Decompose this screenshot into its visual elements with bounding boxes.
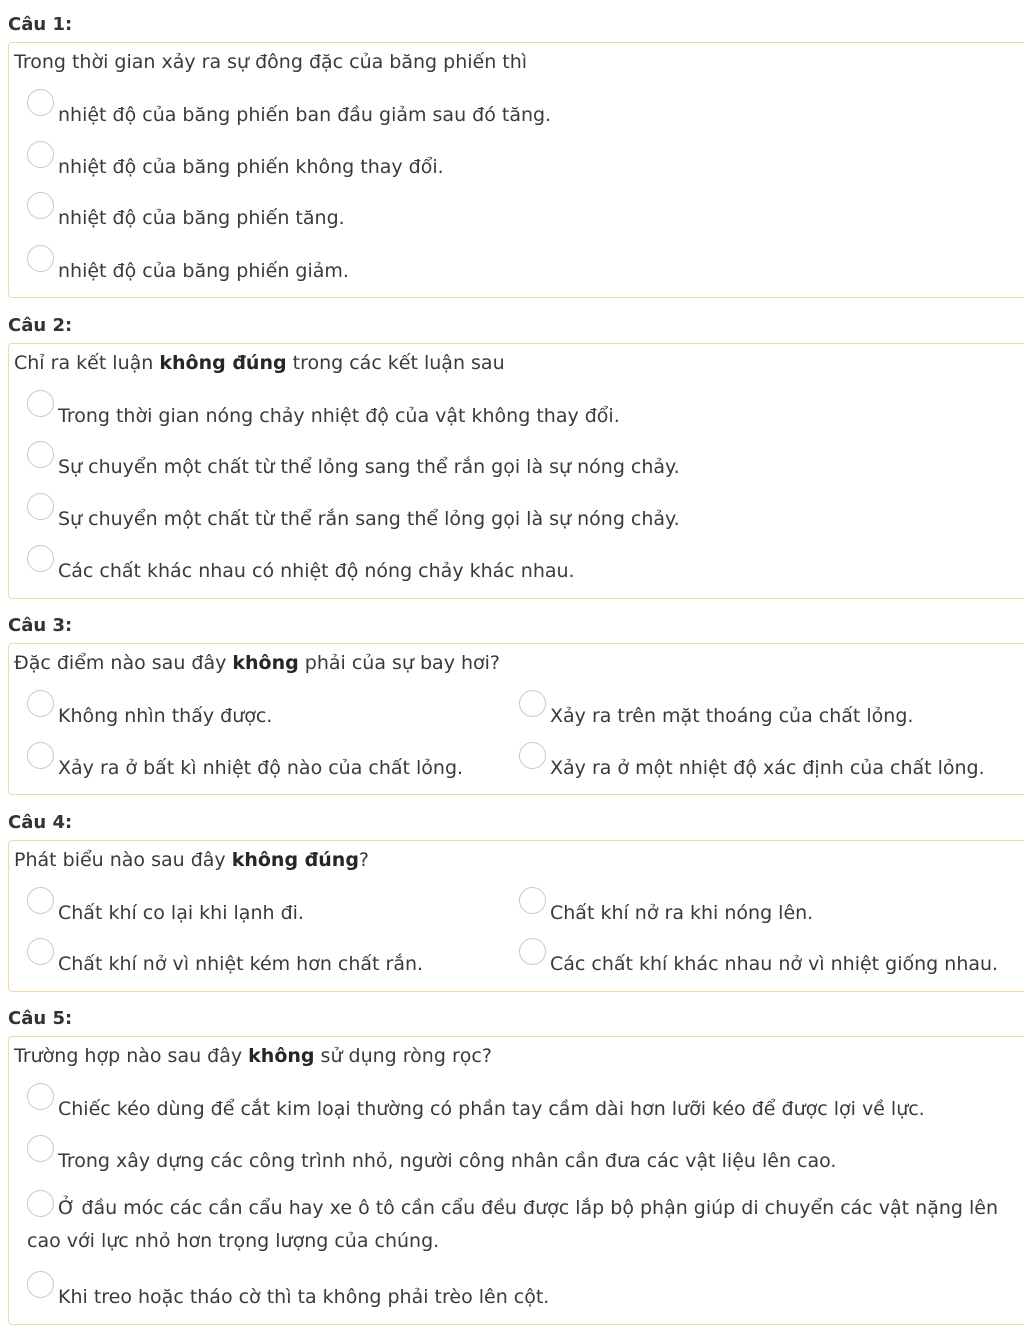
- option-label: Trong thời gian nóng chảy nhiệt độ của vật không thay đổi.: [58, 405, 620, 427]
- question-5-box: [8, 1036, 1024, 1325]
- question-5-title: Câu 5:: [8, 1008, 73, 1029]
- question-3-option-b[interactable]: [519, 703, 913, 729]
- question-3-option-d[interactable]: [519, 755, 985, 781]
- option-label: Chất khí nở vì nhiệt kém hơn chất rắn.: [58, 953, 424, 975]
- radio-icon[interactable]: [27, 742, 54, 769]
- question-1-stem: [14, 51, 527, 73]
- radio-icon[interactable]: [27, 1083, 54, 1110]
- option-label: Các chất khí khác nhau nở vì nhiệt giống nhau.: [550, 953, 999, 975]
- option-label: Sự chuyển một chất từ thể rắn sang thể lỏng gọi là sự nóng chảy.: [58, 508, 680, 530]
- option-label: Ở đầu móc các cần cẩu hay xe ô tô cần cẩu đều được lắp bộ phận giúp di chuyển các vật nặng lên cao với lực nhỏ hơn trọng lượng của chúng.: [27, 1197, 998, 1252]
- radio-icon[interactable]: [27, 545, 54, 572]
- radio-icon[interactable]: [27, 192, 54, 219]
- radio-icon[interactable]: [27, 1135, 54, 1162]
- question-2-option-c[interactable]: [27, 506, 680, 532]
- question-3-option-c[interactable]: [27, 755, 463, 781]
- question-2-option-a[interactable]: [27, 403, 620, 429]
- stem-text: ?: [358, 849, 370, 871]
- radio-icon[interactable]: [27, 1190, 54, 1217]
- question-2-stem: [14, 352, 505, 374]
- option-label: nhiệt độ của băng phiến giảm.: [58, 260, 349, 282]
- option-label: Sự chuyển một chất từ thể lỏng sang thể rắn gọi là sự nóng chảy.: [58, 456, 680, 478]
- radio-icon[interactable]: [27, 887, 54, 914]
- question-1-option-a[interactable]: [27, 102, 551, 128]
- question-4-option-d[interactable]: [519, 951, 998, 977]
- stem-text: sử dụng ròng rọc?: [314, 1045, 492, 1067]
- stem-emphasis: không: [248, 1045, 315, 1067]
- radio-icon[interactable]: [27, 1271, 54, 1298]
- option-label: Xảy ra ở một nhiệt độ xác định của chất lỏng.: [550, 757, 985, 779]
- question-3-stem: [14, 652, 500, 674]
- stem-text: Chỉ ra kết luận: [14, 352, 160, 374]
- question-5-option-b[interactable]: [27, 1148, 836, 1174]
- option-label: Khi treo hoặc tháo cờ thì ta không phải trèo lên cột.: [58, 1286, 550, 1308]
- radio-icon[interactable]: [27, 441, 54, 468]
- radio-icon[interactable]: [519, 742, 546, 769]
- question-2-title: Câu 2:: [8, 315, 73, 336]
- radio-icon[interactable]: [27, 141, 54, 168]
- question-4-option-b[interactable]: [519, 900, 813, 926]
- stem-text: phải của sự bay hơi?: [298, 652, 501, 674]
- question-4-option-a[interactable]: [27, 900, 304, 926]
- question-1-option-d[interactable]: [27, 258, 349, 284]
- radio-icon[interactable]: [519, 690, 546, 717]
- radio-icon[interactable]: [27, 390, 54, 417]
- question-4-option-c[interactable]: [27, 951, 423, 977]
- stem-emphasis: không đúng: [159, 352, 287, 374]
- stem-text: Đặc điểm nào sau đây: [14, 652, 233, 674]
- radio-icon[interactable]: [27, 493, 54, 520]
- option-label: Chất khí co lại khi lạnh đi.: [58, 902, 304, 924]
- option-label: Chiếc kéo dùng để cắt kim loại thường có phần tay cầm dài hơn lưỡi kéo để được lợi về lực.: [58, 1098, 925, 1120]
- question-5-option-c[interactable]: [27, 1192, 1017, 1258]
- option-label: Không nhìn thấy được.: [58, 705, 273, 727]
- stem-text: Trường hợp nào sau đây: [14, 1045, 249, 1067]
- radio-icon[interactable]: [27, 89, 54, 116]
- option-label: nhiệt độ của băng phiến ban đầu giảm sau đó tăng.: [58, 104, 552, 126]
- stem-text: trong các kết luận sau: [286, 352, 505, 374]
- question-5-stem: [14, 1045, 492, 1067]
- option-label: Xảy ra trên mặt thoáng của chất lỏng.: [550, 705, 914, 727]
- question-4-stem: [14, 849, 369, 871]
- radio-icon[interactable]: [27, 690, 54, 717]
- radio-icon[interactable]: [27, 938, 54, 965]
- option-label: Xảy ra ở bất kì nhiệt độ nào của chất lỏng.: [58, 757, 464, 779]
- question-3-option-a[interactable]: [27, 703, 272, 729]
- option-label: Các chất khác nhau có nhiệt độ nóng chảy khác nhau.: [58, 560, 575, 582]
- question-1-title: Câu 1:: [8, 14, 73, 35]
- radio-icon[interactable]: [519, 887, 546, 914]
- question-2-option-b[interactable]: [27, 454, 680, 480]
- question-4-title: Câu 4:: [8, 812, 73, 833]
- radio-icon[interactable]: [519, 938, 546, 965]
- option-label: Trong xây dựng các công trình nhỏ, người công nhân cần đưa các vật liệu lên cao.: [58, 1150, 837, 1172]
- question-5-option-d[interactable]: [27, 1284, 549, 1310]
- stem-text: Phát biểu nào sau đây: [14, 849, 232, 871]
- question-1-option-b[interactable]: [27, 154, 444, 180]
- option-label: Chất khí nở ra khi nóng lên.: [550, 902, 814, 924]
- question-1-option-c[interactable]: [27, 205, 345, 231]
- stem-text: Trong thời gian xảy ra sự đông đặc của băng phiến thì: [14, 51, 528, 73]
- stem-emphasis: không đúng: [231, 849, 359, 871]
- radio-icon[interactable]: [27, 245, 54, 272]
- option-label: nhiệt độ của băng phiến không thay đổi.: [58, 156, 444, 178]
- question-2-option-d[interactable]: [27, 558, 575, 584]
- question-5-option-a[interactable]: [27, 1096, 925, 1122]
- option-label: nhiệt độ của băng phiến tăng.: [58, 207, 345, 229]
- question-3-title: Câu 3:: [8, 615, 73, 636]
- stem-emphasis: không: [232, 652, 299, 674]
